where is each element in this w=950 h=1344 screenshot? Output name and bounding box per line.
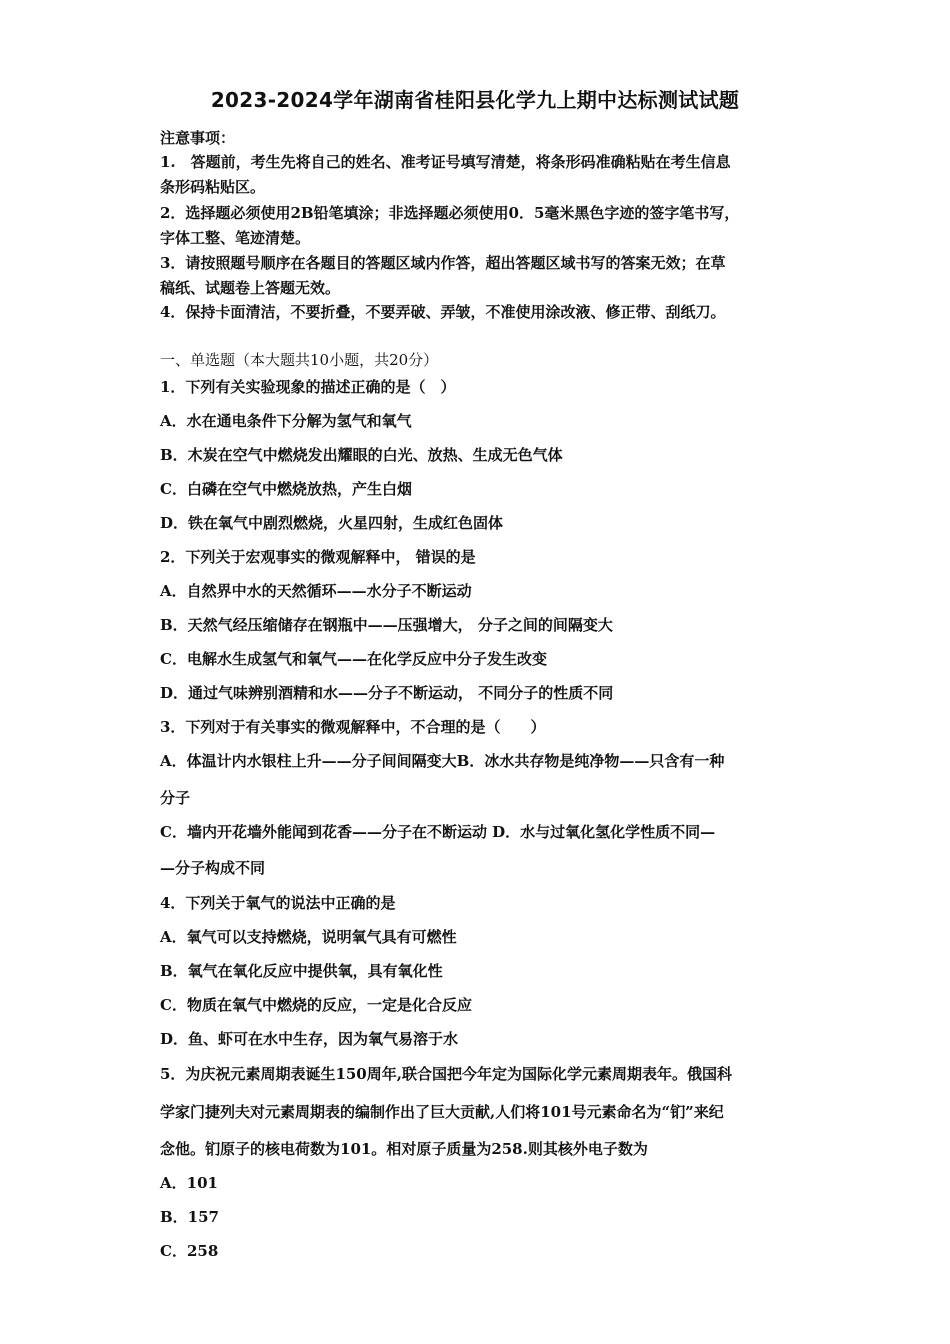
- option: C．258: [160, 1242, 219, 1260]
- option: A．体温计内水银柱上升——分子间间隔变大B．冰水共存物是纯净物——只含有一种: [160, 752, 725, 770]
- notice-line: 稿纸、试题卷上答题无效。: [160, 279, 341, 297]
- option: B．天然气经压缩储存在钢瓶中——压强增大， 分子之间的间隔变大: [160, 616, 613, 634]
- question-stem: 1．下列有关实验现象的描述正确的是（ ）: [160, 378, 456, 396]
- option: 分子: [160, 789, 191, 807]
- option: D．铁在氧气中剧烈燃烧，火星四射，生成红色固体: [160, 514, 504, 532]
- option: D．通过气味辨别酒精和水——分子不断运动， 不同分子的性质不同: [160, 684, 614, 702]
- question-stem: 4．下列关于氧气的说法中正确的是: [160, 894, 396, 912]
- question-stem: 3．下列对于有关事实的微观解释中，不合理的是（ ）: [160, 718, 546, 736]
- notice-line: 3．请按照题号顺序在各题目的答题区域内作答，超出答题区域书写的答案无效；在草: [160, 254, 726, 272]
- option: C．墙内开花墙外能闻到花香——分子在不断运动 D．水与过氧化氢化学性质不同—: [160, 823, 716, 841]
- option: B．157: [160, 1208, 219, 1226]
- option: B．木炭在空气中燃烧发出耀眼的白光、放热、生成无色气体: [160, 446, 563, 464]
- option: A．氧气可以支持燃烧，说明氧气具有可燃性: [160, 928, 457, 946]
- option: D．鱼、虾可在水中生存，因为氧气易溶于水: [160, 1030, 459, 1048]
- question-stem: 5．为庆祝元素周期表诞生150周年,联合国把今年定为国际化学元素周期表年。俄国科: [160, 1065, 732, 1083]
- option: B．氧气在氧化反应中提供氧，具有氧化性: [160, 962, 443, 980]
- notice-line: 字体工整、笔迹清楚。: [160, 229, 311, 247]
- notice-line: 2．选择题必须使用2B铅笔填涂；非选择题必须使用0．5毫米黑色字迹的签字笔书写，: [160, 204, 740, 222]
- option: —分子构成不同: [160, 859, 266, 877]
- option: A．101: [160, 1174, 218, 1192]
- question-stem: 2．下列关于宏观事实的微观解释中， 错误的是: [160, 548, 476, 566]
- option: C．物质在氧气中燃烧的反应，一定是化合反应: [160, 996, 472, 1014]
- exam-title: 2023-2024学年湖南省桂阳县化学九上期中达标测试试题: [210, 88, 740, 112]
- notice-line: 条形码粘贴区。: [160, 178, 266, 196]
- option: A．水在通电条件下分解为氢气和氧气: [160, 412, 412, 430]
- section-heading: 一、单选题（本大题共10小题，共20分）: [160, 351, 439, 369]
- notice-line: 1. 答题前，考生先将自己的姓名、准考证号填写清楚，将条形码准确粘贴在考生信息: [160, 153, 731, 171]
- question-stem: 念他。钔原子的核电荷数为101。相对原子质量为258.则其核外电子数为: [160, 1140, 648, 1158]
- notice-line: 4．保持卡面清洁，不要折叠，不要弄破、弄皱，不准使用涂改液、修正带、刮纸刀。: [160, 303, 726, 321]
- option: C．电解水生成氢气和氧气——在化学反应中分子发生改变: [160, 650, 547, 668]
- notice-heading: 注意事项：: [160, 129, 236, 147]
- question-stem: 学家门捷列夫对元素周期表的编制作出了巨大贡献,人们将101号元素命名为“钔”来纪: [160, 1103, 724, 1121]
- option: C．白磷在空气中燃烧放热，产生白烟: [160, 480, 412, 498]
- option: A．自然界中水的天然循环——水分子不断运动: [160, 582, 472, 600]
